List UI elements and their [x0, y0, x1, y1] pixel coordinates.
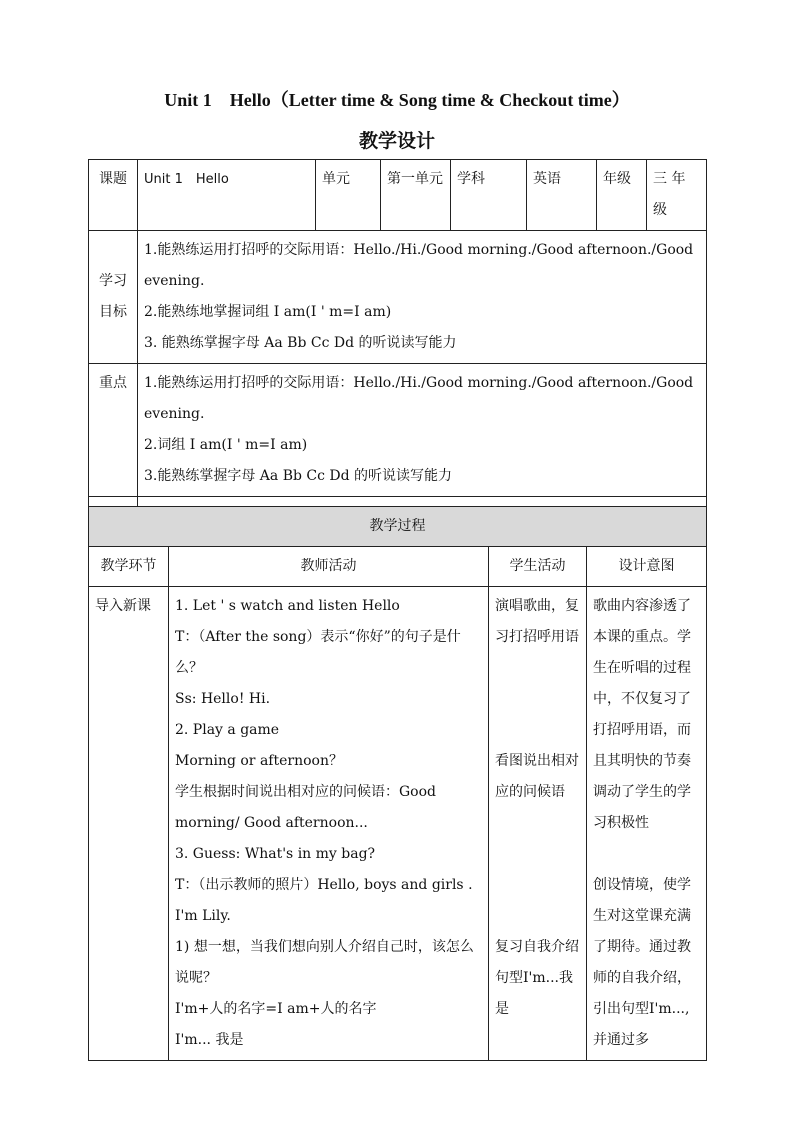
student-activity-cell: [489, 587, 587, 1061]
student-block: 演唱歌曲，复习打招呼用语: [495, 598, 579, 645]
teacher-line: Morning or afternoon？: [175, 753, 343, 769]
teacher-line: Ss: Hello! Hi.: [175, 691, 271, 707]
document-subtitle: 教学设计: [358, 130, 435, 152]
objective-line: 3. 能熟练掌握字母 Aa Bb Cc Dd 的听说读写能力: [144, 335, 457, 351]
teacher-line: 3. Guess: What's in my bag?: [175, 846, 376, 862]
teacher-line: I'm+人的名字=I am+人的名字: [175, 1001, 377, 1017]
topic-value: Unit 1 Hello: [138, 160, 316, 231]
grade-value: 三 年 级: [647, 160, 707, 231]
grade-label: 年级: [597, 160, 647, 231]
header-intent: 设计意图: [587, 547, 707, 587]
key-point-line: 2.词组 I am(I ' m=I am): [144, 437, 308, 453]
unit-label: 单元: [316, 160, 381, 231]
teacher-line: 学生根据时间说出相对应的问候语：Good morning/ Good afternoon...: [175, 784, 437, 831]
teacher-line: T：（出示教师的照片）Hello, boys and girls . I'm Lily.: [175, 877, 473, 924]
document-title: Unit 1 Hello（Letter time & Song time & Checkout time）: [164, 90, 630, 110]
design-intent-cell: [587, 587, 707, 1061]
subject-value: 英语: [527, 160, 597, 231]
process-band: 教学过程: [89, 507, 707, 547]
header-stage: 教学环节: [89, 547, 169, 587]
teacher-line: 1. Let ' s watch and listen Hello: [175, 598, 400, 614]
teacher-line: T：（After the song）表示“你好”的句子是什么？: [175, 629, 461, 676]
key-points-label: 重点: [89, 364, 138, 497]
teacher-line: 1) 想一想，当我们想向别人介绍自己时，该怎么说呢？: [175, 939, 474, 986]
objectives-label: 学习目标: [89, 231, 138, 364]
key-point-line: 1.能熟练运用打招呼的交际用语：Hello./Hi./Good morning./Good afternoon./Good evening.: [144, 375, 694, 422]
stage-cell: 导入新课: [89, 587, 169, 1061]
objectives-content: [138, 231, 707, 364]
student-block: 看图说出相对应的问候语: [495, 753, 579, 800]
unit-value: 第一单元: [381, 160, 451, 231]
topic-label: 课题: [89, 160, 138, 231]
teacher-line: 2. Play a game: [175, 722, 280, 738]
key-points-content: [138, 364, 707, 497]
key-point-line: 3.能熟练掌握字母 Aa Bb Cc Dd 的听说读写能力: [144, 468, 453, 484]
student-block: 复习自我介绍句型I'm...我是: [495, 939, 579, 1017]
subject-label: 学科: [451, 160, 527, 231]
teacher-line: I'm... 我是: [175, 1032, 244, 1048]
objective-line: 1.能熟练运用打招呼的交际用语：Hello./Hi./Good morning./Good afternoon./Good evening.: [144, 242, 694, 289]
teacher-activity-cell: [169, 587, 489, 1061]
teaching-process-table: [88, 506, 707, 1061]
header-student: 学生活动: [489, 547, 587, 587]
intent-block: 创设情境，使学生对这堂课充满了期待。通过教师的自我介绍，引出句型I'm...,并通过多: [593, 877, 691, 1048]
intent-block: 歌曲内容渗透了本课的重点。学生在听唱的过程中，不仅复习了打招呼用语，而且其明快的节奏调动了学生的学习积极性: [593, 598, 691, 831]
objective-line: 2.能熟练地掌握词组 I am(I ' m=I am): [144, 304, 392, 320]
lesson-info-table: [88, 159, 707, 537]
header-teacher: 教师活动: [169, 547, 489, 587]
